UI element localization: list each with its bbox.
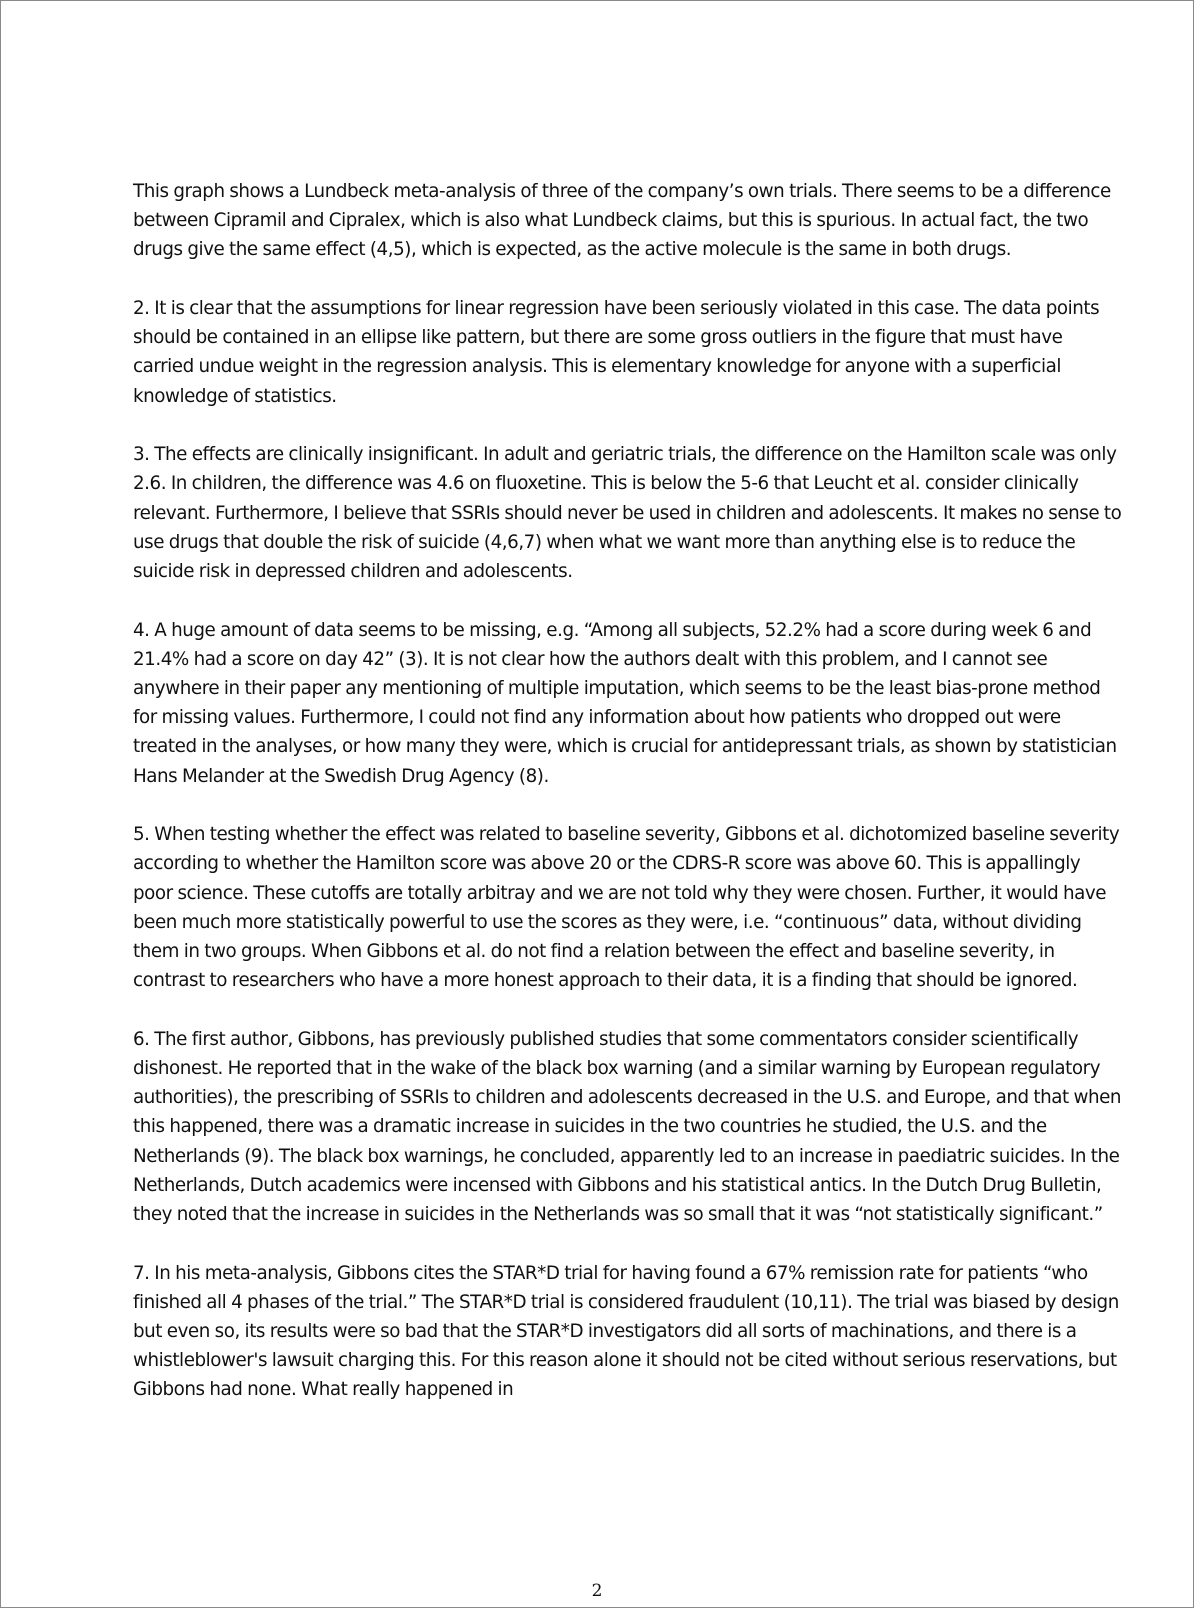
document-body [133, 177, 1123, 1434]
paragraph-intro: This graph shows a Lundbeck meta-analysis of three of the company’s own trials. There seems to be a difference between Cipramil and Cipralex, which is also what Lundbeck claims, but this is spurious. In actual fact, the two drugs give the same effect (4,5), which is expected, as the active molecule is the same in both drugs. [133, 181, 1111, 261]
paragraph-point-7: 7. In his meta-analysis, Gibbons cites the STAR*D trial for having found a 67% remission rate for patients “who finished all 4 phases of the trial.” The STAR*D trial is considered fraudulent (10,11). The trial was biased by design but even so, its results were so bad that the STAR*D investigators did all sorts of machinations, and there is a whistleblower's lawsuit charging this. For this reason alone it should not be cited without serious reservations, but Gibbons had none. What really happened in [133, 1262, 1119, 1401]
page-number: 2 [591, 1581, 603, 1601]
paragraph-point-5: 5. When testing whether the effect was related to baseline severity, Gibbons et al. dichotomized baseline severity according to whether the Hamilton score was above 20 or the CDRS-R score was above 60. This is appallingly poor science. These cutoffs are totally arbitray and we are not told why they were chosen. Further, it would have been much more statistically powerful to use the scores as they were, i.e. “continuous” data, without dividing them in two groups. When Gibbons et al. do not find a relation between the effect and baseline severity, in contrast to researchers who have a more honest approach to their data, it is a finding that should be ignored. [133, 824, 1120, 992]
paragraph-point-4: 4. A huge amount of data seems to be missing, e.g. “Among all subjects, 52.2% had a score during week 6 and 21.4% had a score on day 42” (3). It is not clear how the authors dealt with this problem, and I cannot see anywhere in their paper any mentioning of multiple imputation, which seems to be the least bias-prone method for missing values. Furthermore, I could not find any information about how patients who dropped out were treated in the analyses, or how many they were, which is crucial for antidepressant trials, as shown by statistician Hans Melander at the Swedish Drug Agency (8). [133, 619, 1117, 787]
paragraph-point-6: 6. The first author, Gibbons, has previously published studies that some commentators consider scientifically dishonest. He reported that in the wake of the black box warning (and a similar warning by European regulatory authorities), the prescribing of SSRIs to children and adolescents decreased in the U.S. and Europe, and that when this happened, there was a dramatic increase in suicides in the two countries he studied, the U.S. and the Netherlands (9). The black box warnings, he concluded, apparently led to an increase in paediatric suicides. In the Netherlands, Dutch academics were incensed with Gibbons and his statistical antics. In the Dutch Drug Bulletin, they noted that the increase in suicides in the Netherlands was so small that it was “not statistically significant.” [133, 1028, 1122, 1226]
paragraph-point-3: 3. The effects are clinically insignificant. In adult and geriatric trials, the difference on the Hamilton scale was only 2.6. In children, the difference was 4.6 on fluoxetine. This is below the 5-6 that Leucht et al. consider clinically relevant. Furthermore, I believe that SSRIs should never be used in children and adolescents. It makes no sense to use drugs that double the risk of suicide (4,6,7) when what we want more than anything else is to reduce the suicide risk in depressed children and adolescents. [133, 444, 1122, 583]
paragraph-point-2: 2. It is clear that the assumptions for linear regression have been seriously violated in this case. The data points should be contained in an ellipse like pattern, but there are some gross outliers in the figure that must have carried undue weight in the regression analysis. This is elementary knowledge for anyone with a superficial knowledge of statistics. [133, 298, 1100, 407]
